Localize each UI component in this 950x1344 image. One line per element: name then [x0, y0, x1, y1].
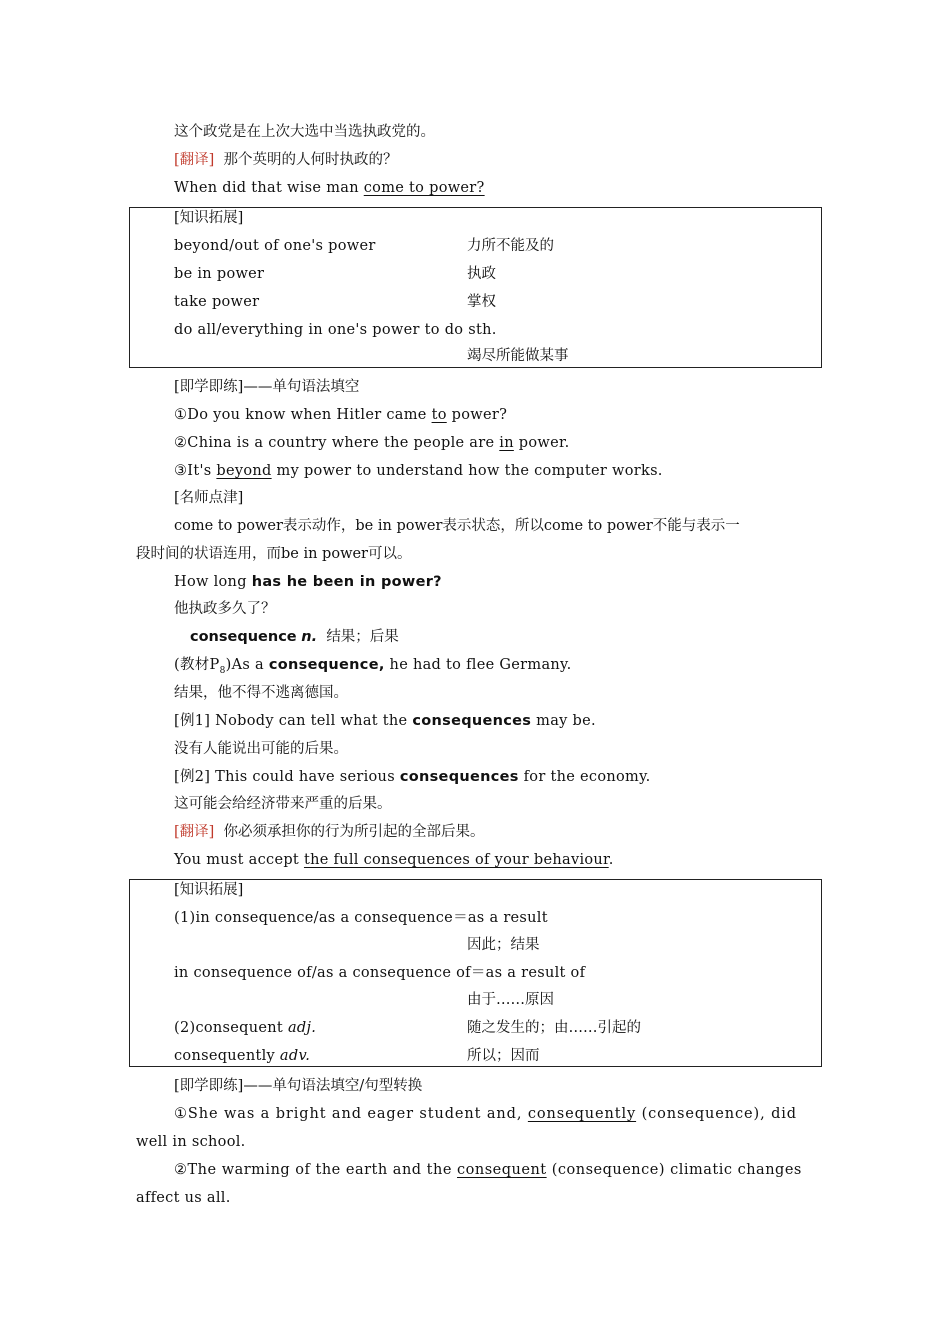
exercise-answer: in — [499, 435, 514, 451]
box-row-cn: 随之发生的；由……引起的 — [467, 1020, 641, 1036]
box-title: [知识拓展] — [174, 210, 244, 226]
box-row-en: in consequence of/as a consequence of＝as a result of — [174, 965, 586, 981]
exercise-item — [174, 1104, 797, 1124]
source-bold: consequence, — [268, 657, 385, 673]
part-of-speech: n. — [301, 629, 318, 645]
box-row-cn: 因此；结果 — [467, 937, 540, 953]
exercise-text: ②The warming of the earth and the — [174, 1162, 458, 1178]
box-row-cn: 所以；因而 — [467, 1048, 540, 1064]
tip-example-cn: 他执政多久了？ — [174, 601, 276, 617]
box-row-pos: adv. — [279, 1048, 311, 1064]
exercise-answer: consequently — [527, 1106, 637, 1122]
tip-line: come to power表示动作，be in power表示状态，所以come to power不能与表示一 — [174, 518, 740, 534]
exercise-text: power? — [446, 407, 508, 423]
box-row-en: beyond/out of one's power — [174, 238, 376, 254]
box-row-en: take power — [174, 294, 260, 310]
box-row-text: (2)consequent — [174, 1020, 288, 1036]
translate-answer — [174, 850, 614, 870]
example-text: [例1] Nobody can tell what the — [174, 713, 413, 729]
example-text: for the economy. — [518, 769, 651, 785]
exercise-item — [174, 461, 663, 481]
translate-prompt — [174, 822, 485, 842]
box-row-text: consequently — [174, 1048, 280, 1064]
example-text: may be. — [531, 713, 596, 729]
source-text: )As a — [225, 657, 269, 673]
tip-example-text: How long — [174, 574, 252, 590]
answer-underlined: the full consequences of your behaviour — [303, 852, 609, 868]
example-2-cn: 这可能会给经济带来严重的后果。 — [174, 796, 392, 812]
exercise-item — [174, 1160, 802, 1180]
box-row-cn: 力所不能及的 — [467, 238, 554, 254]
tip-example — [174, 572, 442, 592]
page-subscript: 8 — [219, 665, 226, 676]
example-1 — [174, 711, 596, 731]
box-row-cn: 掌权 — [467, 294, 496, 310]
box-row-cn: 由于……原因 — [467, 992, 554, 1008]
box-title: [知识拓展] — [174, 882, 244, 898]
headword: consequence — [190, 629, 297, 645]
translate-label: [翻译] — [174, 152, 215, 168]
example-2 — [174, 767, 651, 787]
word-meaning: 结果；后果 — [326, 629, 399, 645]
exercise-item-cont: well in school. — [136, 1134, 246, 1150]
example-text: [例2] This could have serious — [174, 769, 400, 785]
exercise-title: [即学即练]——单句语法填空/句型转换 — [174, 1078, 423, 1094]
exercise-item-cont: affect us all. — [136, 1190, 231, 1206]
source-sentence — [174, 655, 572, 681]
answer-underlined: come to power? — [363, 180, 485, 196]
paragraph-line: 这个政党是在上次大选中当选执政党的。 — [174, 124, 435, 140]
translate-answer — [174, 178, 485, 198]
example-bold: consequences — [399, 769, 519, 785]
exercise-title: [即学即练]——单句语法填空 — [174, 379, 360, 395]
exercise-answer: to — [431, 407, 447, 423]
translate-label: [翻译] — [174, 824, 215, 840]
box-row-en: (1)in consequence/as a consequence＝as a result — [174, 910, 548, 926]
word-entry — [190, 627, 399, 647]
exercise-text: (consequence) climatic changes — [546, 1162, 802, 1178]
box-row-en: be in power — [174, 266, 265, 282]
exercise-text: my power to understand how the computer works. — [271, 463, 663, 479]
exercise-text: ①She was a bright and eager student and, — [174, 1106, 528, 1122]
translate-text: 你必须承担你的行为所引起的全部后果。 — [223, 824, 485, 840]
box-row-cn: 执政 — [467, 266, 496, 282]
box-row-pos: adj. — [287, 1020, 317, 1036]
box-row-en — [174, 1046, 310, 1066]
example-bold: consequences — [412, 713, 532, 729]
exercise-item — [174, 433, 570, 453]
box-row-cn: 竭尽所能做某事 — [467, 348, 569, 364]
tip-example-bold: has he been in power? — [251, 574, 442, 590]
translate-prompt — [174, 150, 398, 170]
exercise-text: ①Do you know when Hitler came — [174, 407, 432, 423]
exercise-text: ③It's — [174, 463, 217, 479]
tip-line: 段时间的状语连用，而be in power可以。 — [136, 546, 412, 562]
translate-text: 那个英明的人何时执政的？ — [223, 152, 398, 168]
exercise-text: (consequence), did — [636, 1106, 797, 1122]
exercise-text: ②China is a country where the people are — [174, 435, 500, 451]
box-row-en: do all/everything in one's power to do sth. — [174, 322, 497, 338]
box-row-en — [174, 1018, 316, 1038]
tip-title: [名师点津] — [174, 490, 244, 506]
exercise-text: power. — [513, 435, 570, 451]
source-text: (教材P — [174, 657, 220, 673]
exercise-answer: beyond — [216, 463, 272, 479]
answer-text: You must accept — [174, 852, 304, 868]
exercise-answer: consequent — [457, 1162, 547, 1178]
example-1-cn: 没有人能说出可能的后果。 — [174, 741, 348, 757]
source-cn: 结果，他不得不逃离德国。 — [174, 685, 348, 701]
exercise-item — [174, 405, 507, 425]
knowledge-box-1 — [129, 207, 822, 368]
source-text: he had to flee Germany. — [384, 657, 572, 673]
answer-text: When did that wise man — [174, 180, 364, 196]
answer-text: . — [608, 852, 614, 868]
